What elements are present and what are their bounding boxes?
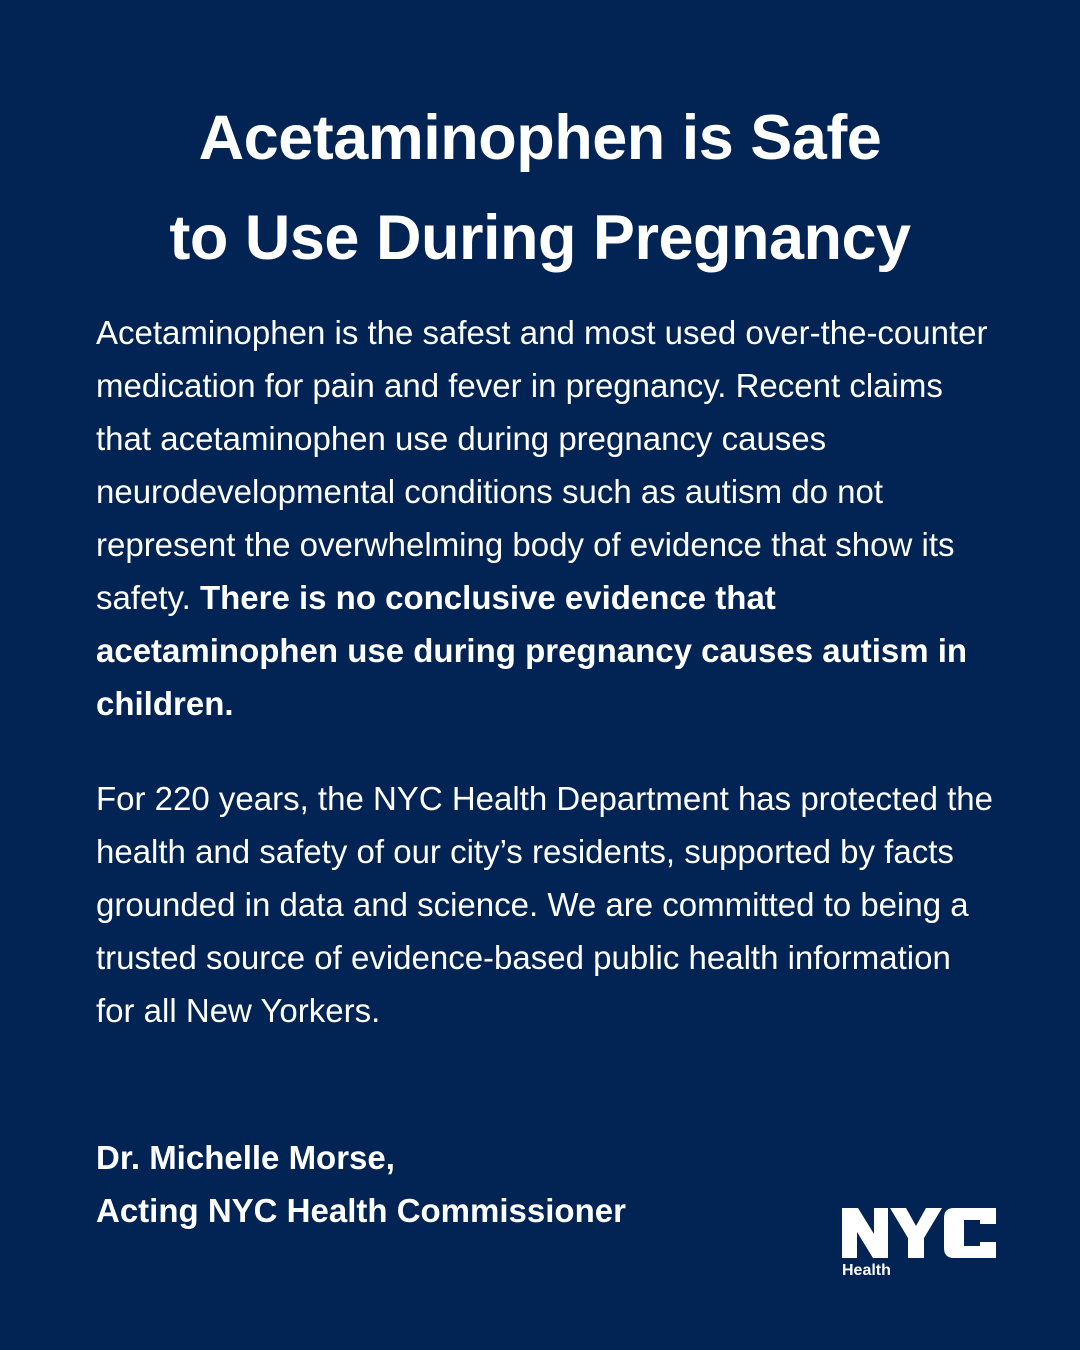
title-line-2: to Use During Pregnancy bbox=[169, 203, 911, 273]
title-line-1: Acetaminophen is Safe bbox=[198, 103, 882, 173]
department-text: For 220 years, the NYC Health Department has protected the health and safety of our city’s residents, supported by facts grounded in data and science. We are committed to being a trusted source of evidence-based public health information for all New Yorkers. bbox=[96, 780, 993, 1029]
signature-role: Acting NYC Health Commissioner bbox=[96, 1192, 626, 1229]
signature-block bbox=[96, 1131, 626, 1237]
page-title bbox=[60, 88, 1020, 288]
intro-paragraph bbox=[96, 306, 996, 730]
department-paragraph bbox=[96, 772, 996, 1037]
nyc-logo-icon bbox=[840, 1204, 1000, 1260]
logo-caption: Health bbox=[842, 1262, 891, 1279]
signature-name: Dr. Michelle Morse, bbox=[96, 1139, 395, 1176]
intro-text: Acetaminophen is the safest and most used over-the-counter medication for pain and fever in pregnancy. Recent claims that acetaminophen use during pregnancy causes neurodevelopmental conditions such as autism do not represent the overwhelming body of evidence that show its safety. bbox=[96, 314, 988, 616]
intro-bold-statement: There is no conclusive evidence that acetaminophen use during pregnancy causes autism in children. bbox=[96, 579, 968, 722]
nyc-health-logo bbox=[840, 1204, 1000, 1284]
